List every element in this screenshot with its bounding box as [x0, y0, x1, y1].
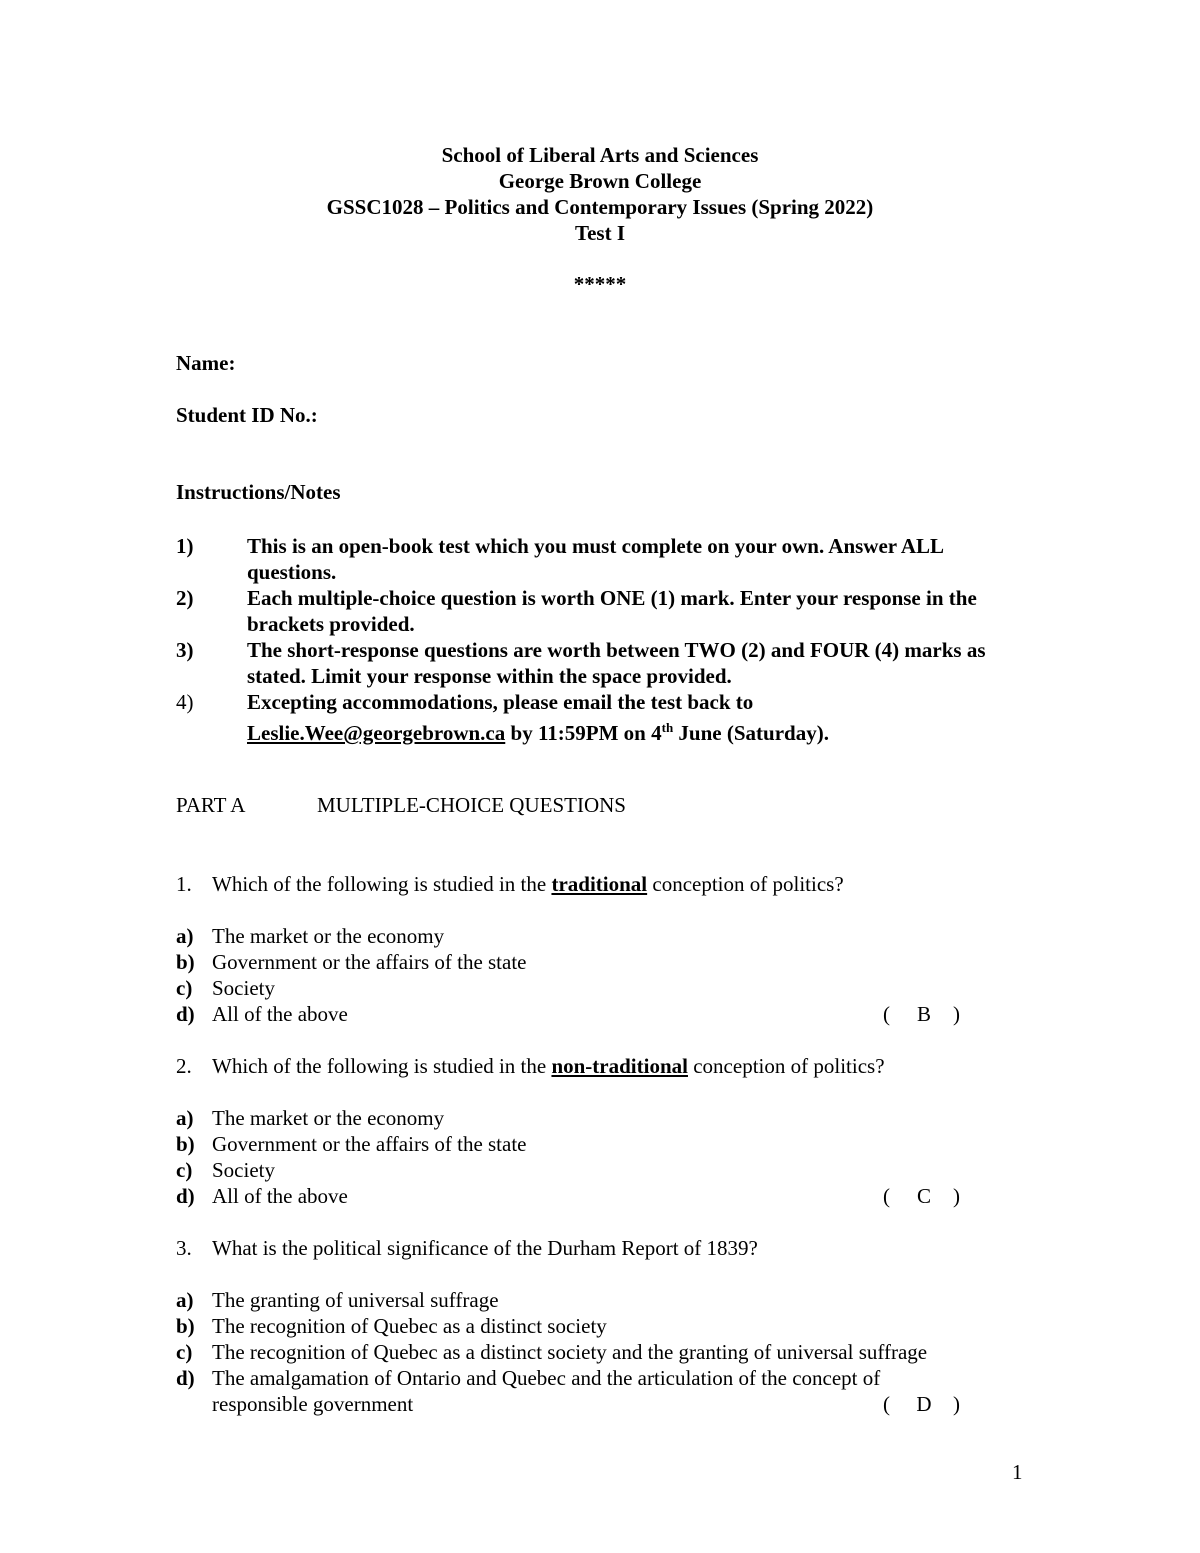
option-c — [176, 975, 996, 1001]
bracket-close: ) — [953, 1184, 960, 1208]
option-letter: c) — [176, 1158, 193, 1182]
part-a-heading — [176, 793, 626, 818]
option-b — [176, 1313, 1006, 1339]
college-name: George Brown College — [498, 169, 702, 193]
instruction-text: Each multiple-choice question is worth ONE (1) mark. Enter your response in the brackets provided. — [247, 586, 977, 636]
instruction-text: This is an open-book test which you must complete on your own. Answer ALL questions. — [247, 534, 943, 584]
option-d — [176, 1001, 996, 1027]
question-number: 2. — [176, 1054, 192, 1078]
question-stem — [176, 1235, 1006, 1261]
instruction-number: 3) — [176, 638, 194, 662]
school-name: School of Liberal Arts and Sciences — [441, 143, 759, 167]
bracket-open: ( — [883, 1392, 890, 1416]
bracket-close: ) — [953, 1002, 960, 1026]
option-text: Government or the affairs of the state — [212, 950, 527, 974]
answer-bracket[interactable] — [883, 1183, 965, 1209]
separator-stars: ***** — [573, 272, 627, 296]
question-text-post: conception of politics? — [652, 872, 844, 896]
instruction-number: 2) — [176, 586, 194, 610]
question-3 — [176, 1235, 1006, 1417]
option-text-line1: The amalgamation of Ontario and Quebec and the articulation of the concept of — [212, 1366, 881, 1390]
question-2 — [176, 1053, 996, 1209]
name-label: Name: — [176, 351, 236, 375]
instruction-deadline: by 11:59PM on 4 — [510, 721, 662, 745]
question-text-post: conception of politics? — [693, 1054, 885, 1078]
option-text: Society — [212, 1158, 275, 1182]
instructions-list — [176, 533, 1036, 746]
option-letter: d) — [176, 1366, 195, 1390]
option-text: The market or the economy — [212, 1106, 445, 1130]
option-letter: c) — [176, 1340, 193, 1364]
option-text: The market or the economy — [212, 924, 445, 948]
option-c — [176, 1339, 1006, 1365]
option-letter: a) — [176, 924, 194, 948]
part-title: MULTIPLE-CHOICE QUESTIONS — [317, 793, 626, 817]
option-a — [176, 1105, 996, 1131]
option-text: Society — [212, 976, 275, 1000]
instruction-number: 4) — [176, 690, 194, 714]
question-text: What is the political significance of the Durham Report of 1839? — [212, 1236, 758, 1260]
option-text: The recognition of Quebec as a distinct society and the granting of universal suffrage — [212, 1340, 928, 1364]
option-letter: c) — [176, 976, 193, 1000]
document-header — [0, 142, 1200, 246]
question-number: 3. — [176, 1236, 192, 1260]
student-id-label: Student ID No.: — [176, 403, 318, 427]
instruction-number: 1) — [176, 534, 194, 558]
answer-bracket[interactable] — [883, 1391, 965, 1417]
option-letter: a) — [176, 1106, 194, 1130]
test-title: Test I — [575, 221, 625, 245]
options-list — [176, 923, 996, 1027]
option-letter: b) — [176, 950, 195, 974]
option-text: The recognition of Quebec as a distinct society — [212, 1314, 607, 1338]
ordinal-suffix: th — [661, 720, 674, 735]
option-letter: b) — [176, 1314, 195, 1338]
options-list — [176, 1105, 996, 1209]
question-text-pre: Which of the following is studied in the — [212, 1054, 547, 1078]
instruction-text — [247, 689, 1036, 746]
option-text: All of the above — [212, 1002, 348, 1026]
page-number: 1 — [1012, 1460, 1023, 1484]
instruction-text-pre: Excepting accommodations, please email the test back to — [247, 690, 754, 714]
answer-bracket[interactable] — [883, 1001, 965, 1027]
option-c — [176, 1157, 996, 1183]
part-label: PART A — [176, 793, 246, 817]
option-letter: d) — [176, 1184, 195, 1208]
instruction-item — [176, 533, 1036, 585]
answer-value: D — [916, 1392, 932, 1416]
question-stem — [176, 871, 996, 897]
option-letter: d) — [176, 1002, 195, 1026]
instructor-email-link[interactable]: Leslie.Wee@georgebrown.ca — [247, 721, 506, 745]
question-text — [212, 1053, 885, 1079]
question-emphasis: traditional — [551, 872, 648, 896]
instruction-deadline-date: June (Saturday). — [678, 721, 829, 745]
option-b — [176, 949, 996, 975]
instruction-text: The short-response questions are worth between TWO (2) and FOUR (4) marks as stated. Limit your response within the space provided. — [247, 638, 986, 688]
option-a — [176, 923, 996, 949]
option-text: The granting of universal suffrage — [212, 1288, 499, 1312]
answer-value: B — [916, 1002, 931, 1026]
question-stem — [176, 1053, 996, 1079]
question-text — [212, 871, 844, 897]
option-letter: a) — [176, 1288, 194, 1312]
instruction-item — [176, 585, 1036, 637]
question-text-pre: Which of the following is studied in the — [212, 872, 547, 896]
option-letter: b) — [176, 1132, 195, 1156]
course-title: GSSC1028 – Politics and Contemporary Issues (Spring 2022) — [326, 195, 874, 219]
option-b — [176, 1131, 996, 1157]
bracket-open: ( — [883, 1184, 890, 1208]
option-text: All of the above — [212, 1184, 348, 1208]
bracket-open: ( — [883, 1002, 890, 1026]
options-list — [176, 1287, 1006, 1417]
option-d — [176, 1365, 1006, 1417]
option-a — [176, 1287, 1006, 1313]
answer-value: C — [916, 1184, 931, 1208]
question-1 — [176, 871, 996, 1027]
question-number: 1. — [176, 872, 192, 896]
instruction-item — [176, 689, 1036, 746]
option-d — [176, 1183, 996, 1209]
question-emphasis: non-traditional — [551, 1054, 688, 1078]
instructions-title: Instructions/Notes — [176, 480, 341, 504]
option-text-line2: responsible government — [212, 1392, 414, 1416]
option-text: Government or the affairs of the state — [212, 1132, 527, 1156]
bracket-close: ) — [953, 1392, 960, 1416]
instruction-item — [176, 637, 1036, 689]
